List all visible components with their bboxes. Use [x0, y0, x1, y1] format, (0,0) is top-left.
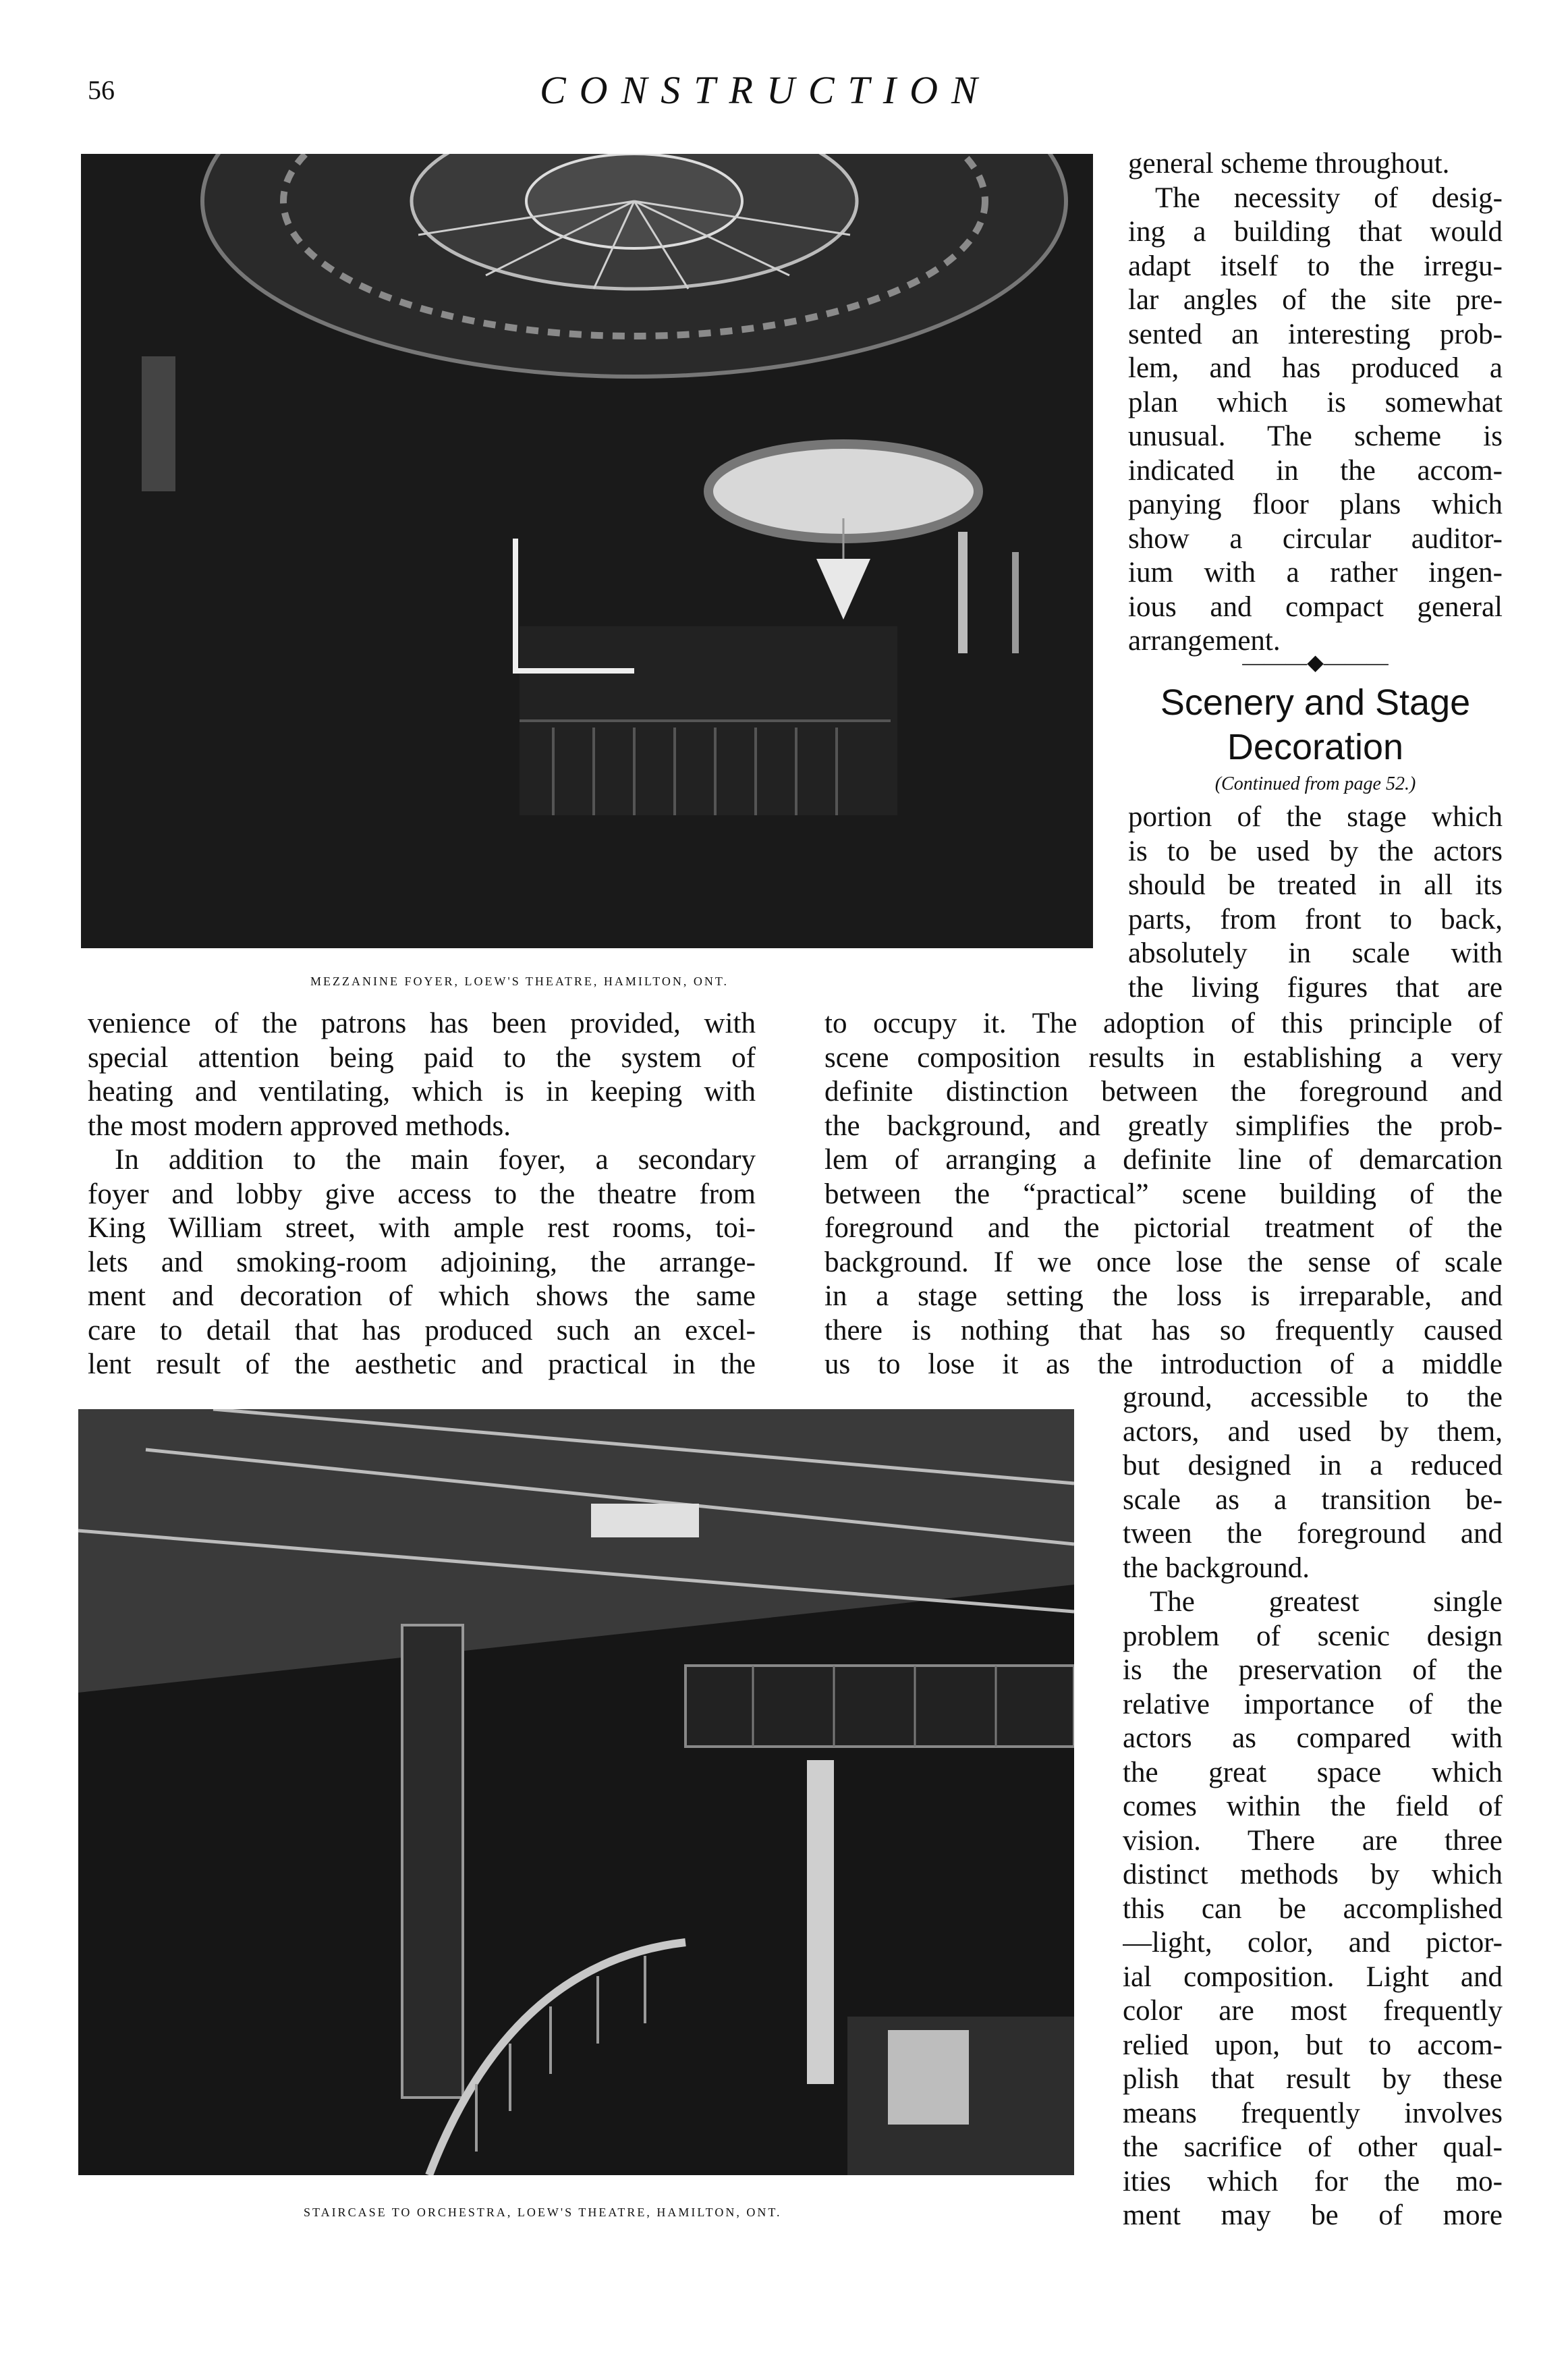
text-line: actors as compared with — [1123, 1722, 1503, 1754]
text-line: ities which for the mo- — [1123, 2165, 1503, 2197]
text-line: distinct methods by which — [1123, 1859, 1503, 1890]
article-heading — [1128, 680, 1503, 769]
text-line: The necessity of desig- — [1155, 182, 1503, 214]
text-line: color are most frequently — [1123, 1995, 1503, 2027]
text-line: definite distinction between the foreground and — [824, 1076, 1503, 1107]
staircase-photo — [78, 1409, 1074, 2175]
text-line: this can be accomplished — [1123, 1892, 1503, 1925]
right-top-column — [1128, 147, 1503, 659]
text-line: the background, and greatly simplifies the prob- — [824, 1110, 1503, 1142]
text-line: lem, and has produced a — [1128, 352, 1503, 384]
text-line: tween the foreground and — [1123, 1518, 1503, 1550]
text-line: indicated in the accom- — [1128, 454, 1503, 487]
text-line: general scheme throughout. — [1128, 148, 1450, 180]
text-line: plan which is somewhat — [1128, 386, 1503, 418]
text-line: sented an interesting prob- — [1128, 318, 1503, 350]
text-line: background. If we once lose the sense of scale — [824, 1246, 1503, 1278]
text-line: the living figures that are — [1128, 971, 1503, 1004]
text-line: scale as a transition be- — [1123, 1483, 1503, 1516]
text-line: but designed in a reduced — [1123, 1450, 1503, 1481]
left-column-text — [88, 1007, 756, 1382]
text-line: panying floor plans which — [1128, 489, 1503, 520]
text-line: vision. There are three — [1123, 1824, 1503, 1857]
text-line: between the “practical” scene building of the — [824, 1178, 1503, 1210]
text-line: The greatest single — [1150, 1586, 1503, 1618]
text-line: should be treated in all its — [1128, 869, 1503, 901]
text-line: heating and ventilating, which is in keeping with — [88, 1076, 756, 1107]
mezzanine-foyer-illustration — [81, 154, 1093, 948]
page-number: 56 — [88, 75, 115, 105]
text-line: ium with a rather ingen- — [1128, 557, 1503, 588]
text-line: unusual. The scheme is — [1128, 420, 1503, 452]
text-line: there is nothing that has so frequently caused — [824, 1314, 1503, 1346]
text-line: ial composition. Light and — [1123, 1961, 1503, 1993]
text-line: the background. — [1123, 1552, 1310, 1584]
text-line: relied upon, but to accom- — [1123, 2029, 1503, 2061]
text-line: us to lose it as the introduction of a middle — [824, 1348, 1503, 1380]
section-divider-ornament: ———◆——— — [1242, 650, 1389, 674]
text-line: foreground and the pictorial treatment of the — [824, 1212, 1503, 1244]
text-line: lar angles of the site pre- — [1128, 284, 1503, 316]
text-line: the sacrifice of other qual- — [1123, 2131, 1503, 2163]
article-intro — [1128, 800, 1503, 1005]
text-line: is to be used by the actors — [1128, 835, 1503, 867]
text-line: foyer and lobby give access to the theatre from — [88, 1178, 756, 1210]
text-line: in a stage setting the loss is irreparable, and — [824, 1280, 1503, 1312]
text-line: parts, from front to back, — [1128, 903, 1503, 935]
text-line: absolutely in scale with — [1128, 937, 1503, 969]
text-line: lem of arranging a definite line of demarcation — [824, 1144, 1503, 1176]
text-line: King William street, with ample rest rooms, toi- — [88, 1212, 756, 1244]
text-line: care to detail that has produced such an excel- — [88, 1314, 756, 1346]
text-line: actors, and used by them, — [1123, 1415, 1503, 1448]
text-line: is the preservation of the — [1123, 1654, 1503, 1686]
staircase-illustration — [78, 1409, 1074, 2175]
article-continuation — [1123, 1381, 1503, 2233]
article-heading-line: Decoration — [1227, 727, 1404, 767]
top-photo-caption: MEZZANINE FOYER, LOEW'S THEATRE, HAMILTON, ONT. — [310, 975, 729, 988]
text-line: means frequently involves — [1123, 2097, 1503, 2129]
text-line: plish that result by these — [1123, 2063, 1503, 2095]
bottom-photo-caption: STAIRCASE TO ORCHESTRA, LOEW'S THEATRE, HAMILTON, ONT. — [304, 2206, 782, 2219]
text-line: relative importance of the — [1123, 1688, 1503, 1720]
text-line: In addition to the main foyer, a secondary — [115, 1144, 756, 1176]
text-line: arrangement. — [1128, 625, 1281, 657]
text-line: the most modern approved methods. — [88, 1110, 511, 1142]
text-line: adapt itself to the irregu- — [1128, 250, 1503, 282]
running-head: CONSTRUCTION — [540, 68, 991, 112]
text-line: comes within the field of — [1123, 1790, 1503, 1822]
text-line: portion of the stage which — [1128, 801, 1503, 833]
text-line: ment and decoration of which shows the same — [88, 1280, 756, 1312]
text-line: the great space which — [1123, 1756, 1503, 1788]
text-line: ground, accessible to the — [1123, 1381, 1503, 1413]
article-middle-text — [824, 1007, 1503, 1382]
text-line: problem of scenic design — [1123, 1620, 1503, 1652]
text-line: ment may be of more — [1123, 2199, 1503, 2231]
text-line: scene composition results in establishing a very — [824, 1041, 1503, 1074]
text-line: special attention being paid to the system of — [88, 1041, 756, 1074]
text-line: venience of the patrons has been provided, with — [88, 1008, 756, 1039]
text-line: —light, color, and pictor- — [1123, 1927, 1503, 1959]
text-line: show a circular auditor- — [1128, 522, 1503, 555]
text-line: lets and smoking-room adjoining, the arrange- — [88, 1246, 756, 1278]
text-line: ing a building that would — [1128, 216, 1503, 248]
text-line: ious and compact general — [1128, 591, 1503, 623]
text-line: lent result of the aesthetic and practical in the — [88, 1348, 756, 1380]
article-heading-line: Scenery and Stage — [1160, 682, 1471, 723]
text-line: to occupy it. The adoption of this principle of — [824, 1008, 1503, 1039]
continued-note: (Continued from page 52.) — [1214, 773, 1416, 794]
mezzanine-foyer-photo — [81, 154, 1093, 948]
